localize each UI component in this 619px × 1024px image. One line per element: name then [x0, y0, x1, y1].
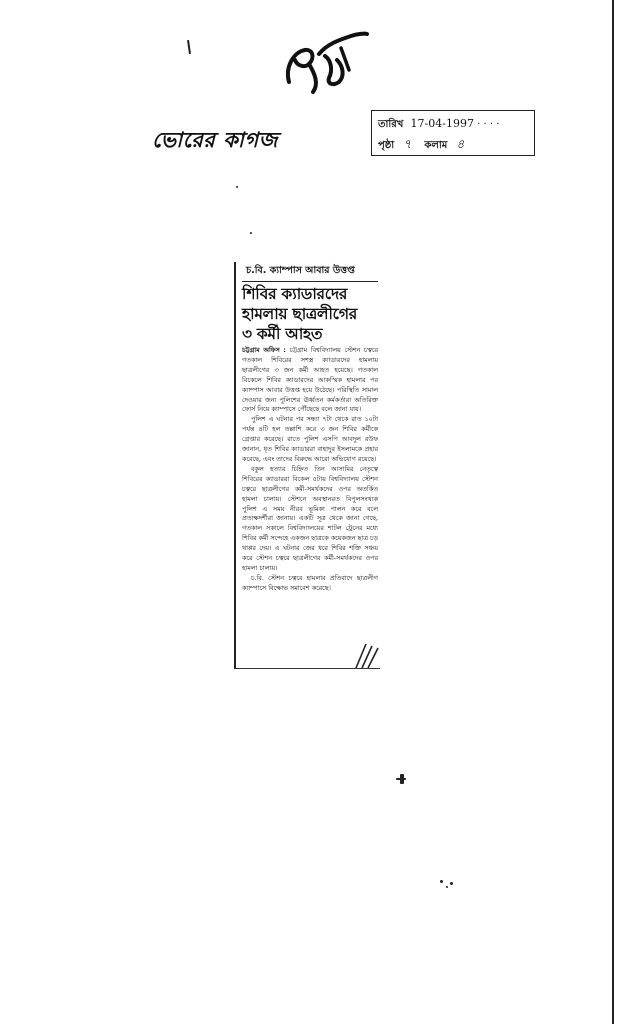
scan-speck	[236, 186, 238, 188]
clipping-byline: চট্টগ্রাম অফিস :	[242, 346, 286, 354]
body-paragraph: পুলিশ এ ঘটনার পর সন্ধ্যা ৭টা থেকে রাত ১০টা পর্যন্ত ৪টি হল তল্লাশি করে ৩ জন শিবির কর্মীকে গ্রেপ্তার করেছে। রাতে পুলিশ এসপি আবদুল রউফ জানান, ধৃত শিবির ক্যাডাররা বাহাদুর ইসলামকে প্রহার করেছে, এবং তাদের বিরুদ্ধে আরো অভিযোগ রয়েছে।	[242, 415, 378, 463]
pen-scribble-mark	[352, 640, 380, 670]
stamp-date-row	[378, 117, 499, 134]
headline-line-1: শিবির ক্যাডারদের	[242, 285, 348, 303]
stamp-date-value: 17-04-1997	[410, 117, 474, 130]
stamp-column-label: কলাম	[424, 140, 448, 151]
scan-speck	[250, 232, 252, 234]
newspaper-name: ভোরের কাগজ	[152, 128, 278, 152]
stamp-page-row	[378, 136, 474, 156]
newspaper-clipping	[234, 262, 380, 669]
scan-speck	[450, 882, 453, 885]
body-paragraph	[242, 346, 378, 415]
headline-line-3: ৩ কর্মী আহত	[242, 325, 323, 343]
clipping-content	[242, 262, 378, 594]
clipping-body	[242, 346, 378, 594]
scan-speck	[446, 886, 448, 888]
date-page-stamp	[371, 110, 535, 156]
stamp-page-label: পৃষ্ঠা	[378, 140, 395, 151]
stamp-date-label: তারিখ	[378, 119, 404, 130]
stamp-page-value: ৭	[403, 137, 412, 151]
clipping-headline	[242, 284, 378, 344]
body-paragraph: বকুল হত্যার চিহ্নিত তিন আসামির নেতৃত্বে শিবিরের ক্যাডাররা বিকেল ৫টায় বিশ্ববিদ্যালয় স্টেশন চত্বরে ছাত্রলীগের কর্মী-সমর্থকদের ওপর অতর্কিত হামলা চালায়। স্টেশনে অবস্থানরত বিপুলসংখ্যক পুলিশ এ সময় নীরব ভূমিকা পালন করে বলে প্রত্যক্ষদর্শীরা জানায়। একটি সূত্র থেকে জানা গেছে, গতকাল সকালে বিশ্ববিদ্যালয়ের শাটল ট্রেনের মধ্যে শিবির কর্মী সন্দেহে একজন ছাত্রকে কয়েকজন ছাত্র চড় থাপ্পর দেয়। এ ঘটনার জের ধরে শিবির শক্তি সঞ্চয় করে স্টেশন চত্বরে ছাত্রলীগের কর্মী-সমর্থকদের ওপর হামলা চালায়।	[242, 464, 378, 572]
scan-speck	[396, 778, 406, 780]
stamp-column-value: ৪	[456, 137, 465, 151]
headline-line-2: হামলায় ছাত্রলীগের	[242, 305, 357, 323]
clipping-kicker: চ.বি. ক্যাম্পাস আবার উত্তপ্ত	[242, 262, 378, 282]
stamp-dotted-fill: · · · ·	[477, 119, 500, 130]
paragraph-text: চট্টগ্রাম বিশ্ববিদ্যালয় স্টেশন চত্বরে গতকাল শিবিরের সশস্ত্র ক্যাডারদের হামলায় ছাত্রলীগের ৩ জন কর্মী আহত হয়েছে। গতকাল বিকেলে শিবির ক্যাডারদের আকস্মিক হামলার পর ক্যাম্পাস আবার উত্তপ্ত হয়ে উঠেছে। পরিস্থিতি সামাল দেওয়ার জন্য পুলিশের ঊর্ধ্বতন কর্মকর্তারা অতিরিক্ত ফোর্স নিয়ে ক্যাম্পাসে পৌঁছেছে বলে জানা যায়।	[242, 346, 378, 414]
pen-tick-mark	[187, 40, 191, 54]
page-edge-line	[612, 0, 614, 1024]
body-paragraph: চ.বি. স্টেশন চত্বরে হামলার প্রতিবাদে ছাত্রলীগ ক্যাম্পাসে বিক্ষোভ সমাবেশ করেছে।	[242, 573, 378, 592]
scan-speck	[440, 880, 443, 883]
handwritten-reference-mark	[279, 30, 369, 100]
